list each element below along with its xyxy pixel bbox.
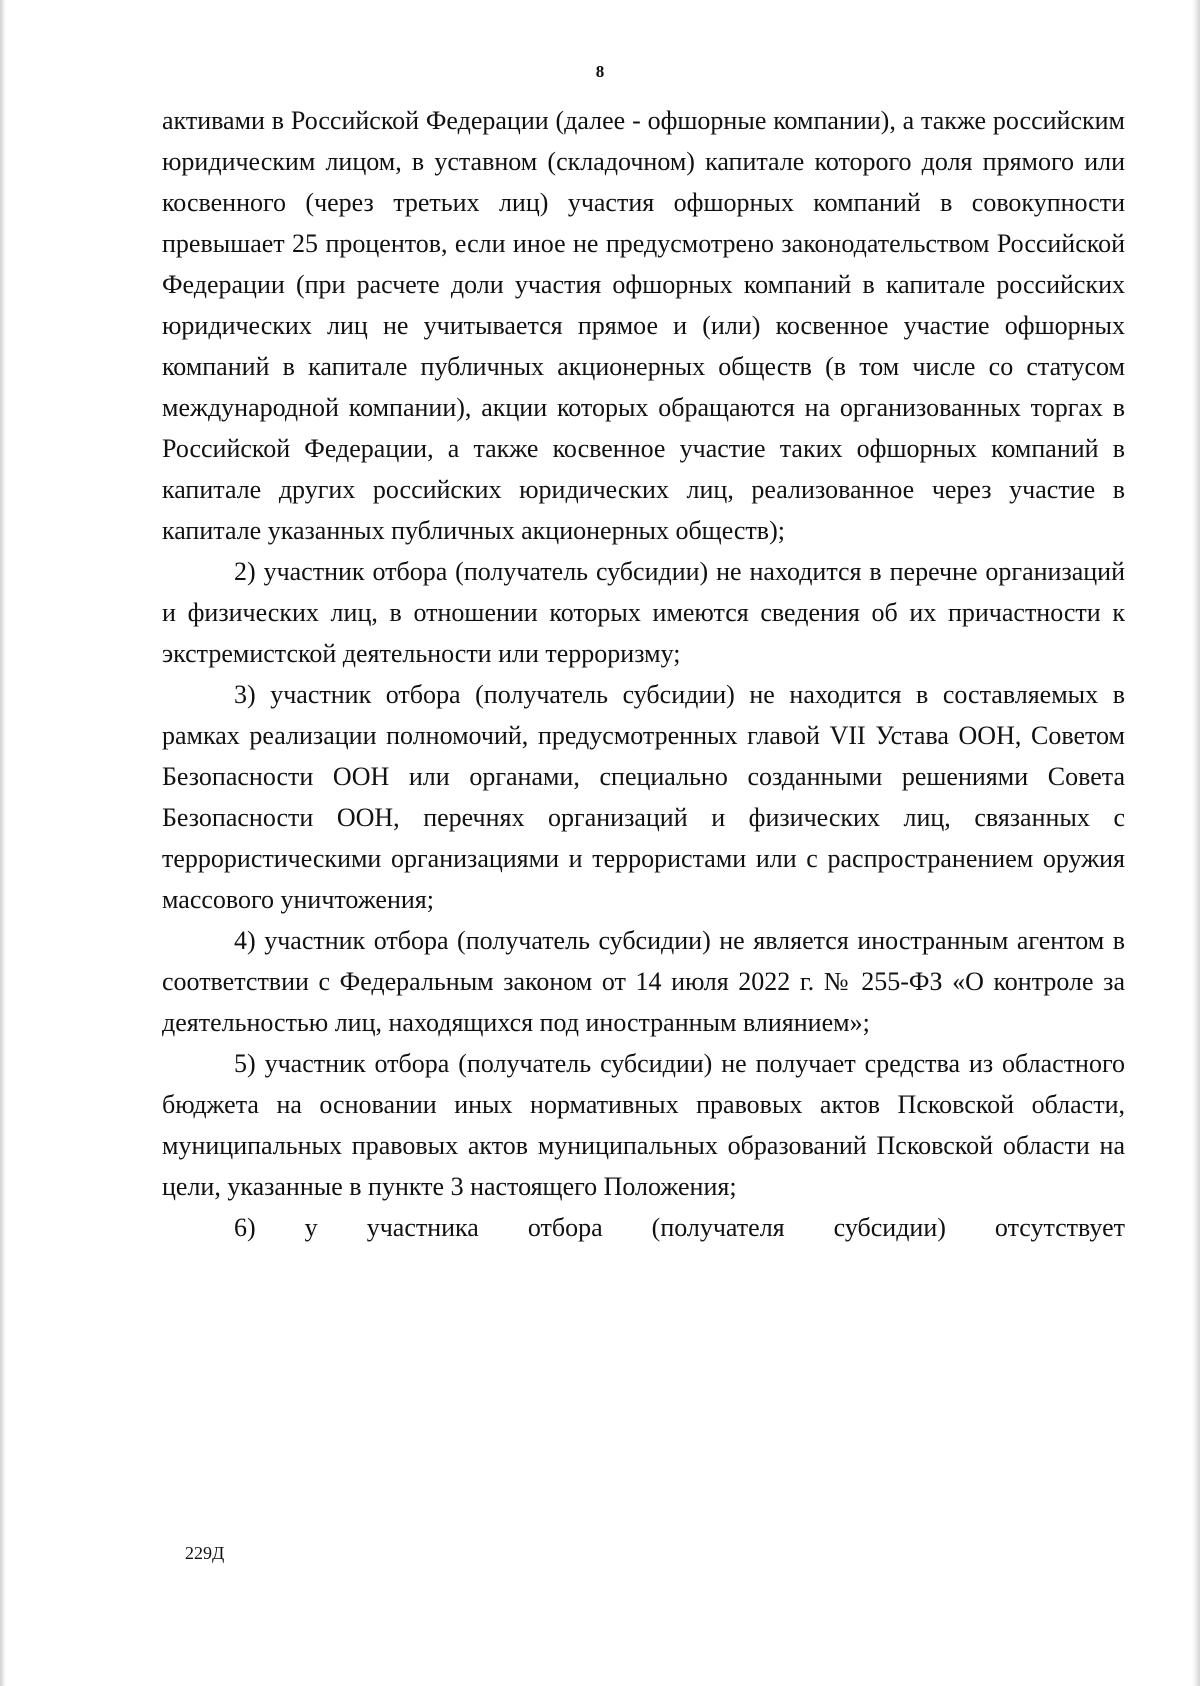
paragraph-item-6: 6) у участника отбора (получателя субсидии) отсутствует <box>234 1213 1125 1242</box>
document-body <box>162 100 1125 1248</box>
scan-edge-left <box>0 0 6 1686</box>
paragraph-item-4: 4) участник отбора (получатель субсидии) не является иностранным агентом в соответствии с Федеральным законом от 14 июля 2022 г. № 255-ФЗ «О контроле за деятельностью лиц, находящихся под иностранным влиянием»; <box>162 926 1125 1037</box>
paragraph-item-5: 5) участник отбора (получатель субсидии) не получает средства из областного бюджета на основании иных нормативных правовых актов Псковской области, муниципальных правовых актов муниципальных образований Псковской области на цели, указанные в пункте 3 настоящего Положения; <box>162 1049 1125 1201</box>
scan-edge-right <box>1192 0 1200 1686</box>
paragraph-continuation: активами в Российской Федерации (далее - офшорные компании), а также российским юридическим лицом, в уставном (складочном) капитале которого доля прямого или косвенного (через третьих лиц) участия офшорных компаний в совокупности превышает 25 процентов, если иное не предусмотрено законодательством Российской Федерации (при расчете доли участия офшорных компаний в капитале российских юридических лиц не учитывается прямое и (или) косвенное участие офшорных компаний в капитале публичных акционерных обществ (в том числе со статусом международной компании), акции которых обращаются на организованных торгах в Российской Федерации, а также косвенное участие таких офшорных компаний в капитале других российских юридических лиц, реализованное через участие в капитале указанных публичных акционерных обществ); <box>162 106 1125 545</box>
paragraph-item-3: 3) участник отбора (получатель субсидии) не находится в составляемых в рамках реализации полномочий, предусмотренных главой VII Устава ООН, Советом Безопасности ООН или органами, специально созданными решениями Совета Безопасности ООН, перечнях организаций и физических лиц, связанных с террористическими организациями и террористами или с распространением оружия массового уничтожения; <box>162 680 1125 914</box>
page-number: 8 <box>595 62 605 81</box>
document-code: 229Д <box>185 1543 225 1563</box>
paragraph-item-2: 2) участник отбора (получатель субсидии) не находится в перечне организаций и физических лиц, в отношении которых имеются сведения об их причастности к экстремистской деятельности или терроризму; <box>162 557 1125 668</box>
